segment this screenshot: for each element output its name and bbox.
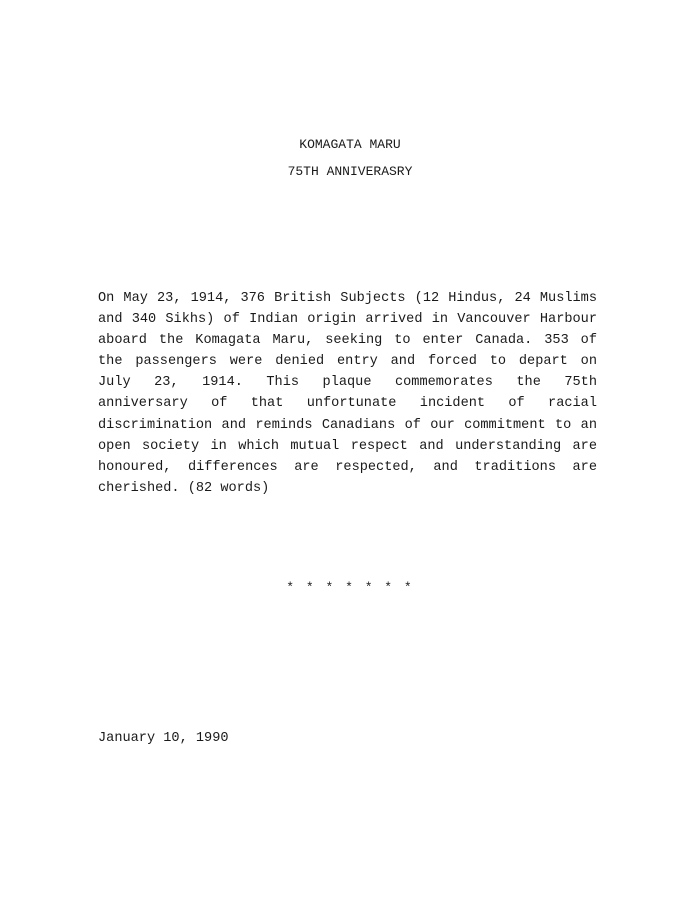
body-line: anniversary of that unfortunate incident of racial	[98, 396, 597, 412]
body-line: On May 23, 1914, 376 British Subjects (12 Hindus, 24 Muslims	[98, 291, 597, 306]
body-line: the passengers were denied entry and forced to depart on	[98, 354, 597, 370]
body-line: honoured, differences are respected, and traditions are	[98, 459, 597, 475]
separator-stars: * * * * * * *	[286, 580, 414, 595]
document-title: KOMAGATA MARU	[299, 137, 401, 152]
body-line: discrimination and reminds Canadians of our commitment to an	[98, 417, 597, 433]
body-line: open society in which mutual respect and understanding are	[98, 438, 597, 454]
document-subtitle: 75TH ANNIVERASRY	[287, 164, 413, 179]
body-line: aboard the Komagata Maru, seeking to enter Canada. 353 of	[98, 333, 597, 349]
body-line: and 340 Sikhs) of Indian origin arrived in Vancouver Harbour	[98, 312, 597, 328]
body-line: cherished. (82 words)	[98, 480, 270, 496]
document-date: January 10, 1990	[98, 731, 229, 746]
plaque-text	[98, 288, 597, 499]
body-line: July 23, 1914. This plaque commemorates the 75th	[98, 375, 597, 391]
